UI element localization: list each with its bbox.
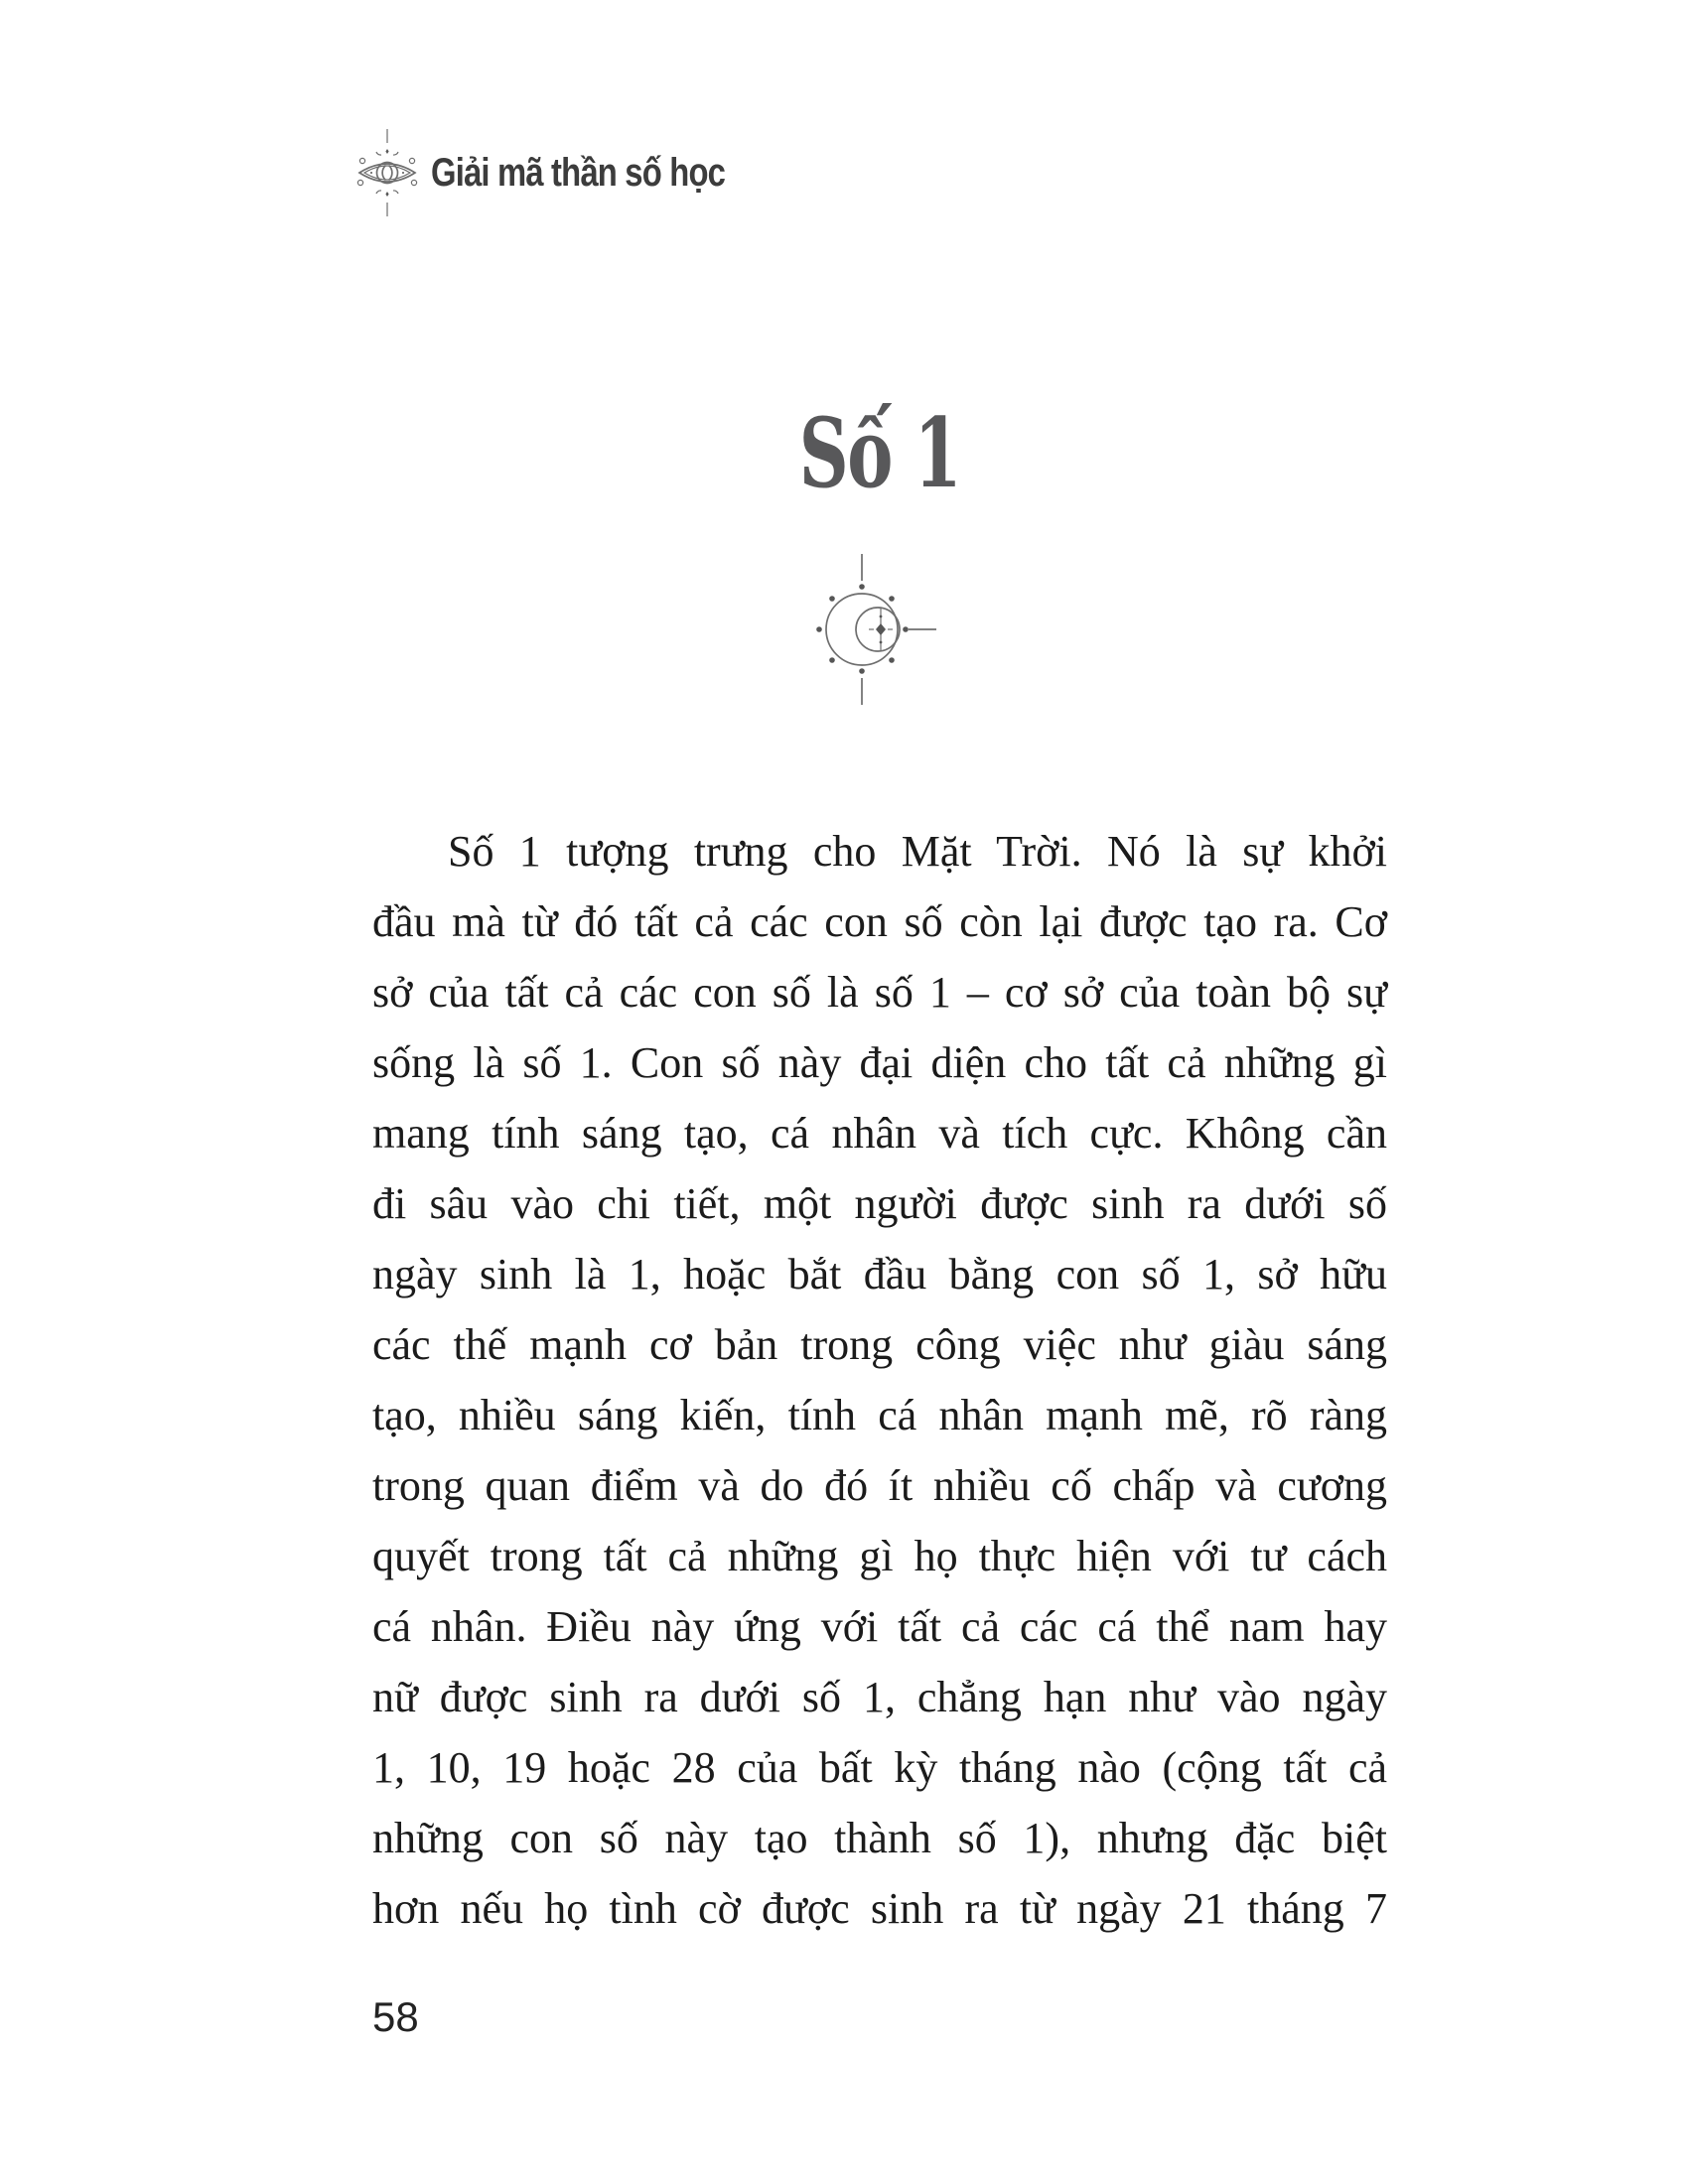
- body-line: nữ được sinh ra dưới số 1, chẳng hạn như vào ngày: [372, 1673, 1387, 1721]
- page-header: [353, 127, 789, 218]
- body-line: sở của tất cả các con số là số 1 – cơ sở của toàn bộ sự: [372, 968, 1387, 1017]
- body-line: Số 1 tượng trưng cho Mặt Trời. Nó là sự khởi: [448, 827, 1387, 876]
- body-line: sống là số 1. Con số này đại diện cho tất cả những gì: [372, 1038, 1387, 1087]
- body-line: đầu mà từ đó tất cả các con số còn lại được tạo ra. Cơ: [372, 897, 1387, 946]
- body-line: hơn nếu họ tình cờ được sinh ra từ ngày 21 tháng 7: [372, 1884, 1387, 1933]
- body-line: quyết trong tất cả những gì họ thực hiện với tư cách: [372, 1532, 1387, 1580]
- crescent-moon-sun-icon: [787, 544, 936, 715]
- mystic-eye-icon: [353, 127, 421, 218]
- body-line: mang tính sáng tạo, cá nhân và tích cực. Không cần: [372, 1109, 1387, 1158]
- body-line: những con số này tạo thành số 1), nhưng đặc biệt: [372, 1814, 1387, 1862]
- body-line: 1, 10, 19 hoặc 28 của bất kỳ tháng nào (cộng tất cả: [372, 1743, 1387, 1792]
- page-number: 58: [372, 1993, 419, 2040]
- body-line: đi sâu vào chi tiết, một người được sinh ra dưới số: [372, 1179, 1387, 1228]
- body-paragraph: [372, 816, 1387, 1944]
- body-line: trong quan điểm và do đó ít nhiều cố chấp và cương: [372, 1461, 1387, 1510]
- chapter-title: Số 1: [798, 397, 961, 509]
- body-line: tạo, nhiều sáng kiến, tính cá nhân mạnh mẽ, rõ ràng: [372, 1391, 1387, 1439]
- body-line: ngày sinh là 1, hoặc bắt đầu bằng con số 1, sở hữu: [372, 1250, 1387, 1298]
- body-line: cá nhân. Điều này ứng với tất cả các cá thể nam hay: [372, 1602, 1387, 1651]
- body-line: các thế mạnh cơ bản trong công việc như giàu sáng: [372, 1320, 1387, 1369]
- running-title: Giải mã thần số học: [431, 150, 726, 195]
